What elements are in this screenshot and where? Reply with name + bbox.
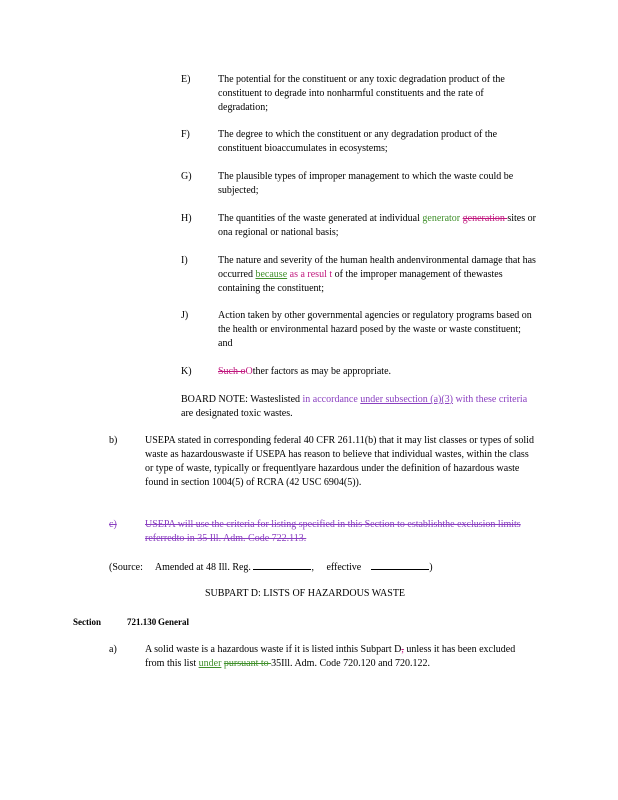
a-mid: unless it has been excluded from this list [145,644,516,669]
source-label: (Source: [109,562,143,573]
item-text-j: Action taken by other governmental agencies or regulatory programs based on the health or environmental hazard posed by the waste or waste constituent; and [218,310,532,349]
a-pre: A solid waste is a hazardous waste if it is listed inthis Subpart D [145,644,402,655]
item-text-f: The degree to which the constituent or any degradation product of the constituent bioaccumulates in ecosystems; [218,129,498,154]
item-text-k [218,365,536,379]
item-i-insertion-2: as a resul t [289,269,333,280]
board-note [181,393,536,421]
item-k-insertion: O [245,366,253,377]
subsection-label-b: b) [109,435,118,446]
section-title: General [158,617,189,627]
item-k-deletion: Such o [218,366,246,377]
a-deletion-2: pursuant to [223,658,272,669]
item-label-h: H) [181,213,192,224]
board-note-pre: BOARD NOTE: Wasteslisted [181,394,303,405]
item-text-h [218,212,536,240]
item-label-e: E) [181,74,191,85]
board-note-insertion-3: with these criteria [455,394,528,405]
item-k-post: ther factors as may be appropriate. [252,366,392,377]
item-text-e: The potential for the constituent or any toxic degradation product of the constituent to degrade into nonharmful constituents and the rate of degradation; [218,74,505,113]
subsection-label-a: a) [109,644,117,655]
register-blank [253,560,311,570]
subpart-heading: SUBPART D: LISTS OF HAZARDOUS WASTE [204,588,406,599]
item-label-f: F) [181,129,190,140]
source-amended: Amended at 48 Ill. Reg. [154,562,251,573]
subsection-text-b: USEPA stated in corresponding federal 40 CFR 261.11(b) that it may list classes or types of solid waste as hazardouswaste if USEPA has reason to believe that individual wastes, within the class or type of waste, typically or frequentlyare hazardous under the definition of hazardous waste found in section 1004(5) of RCRA (42 USC 6904(5)). [145,435,534,488]
a-post: 35Ill. Adm. Code 720.120 and 720.122. [271,658,431,669]
section-number: 721.130 [127,617,157,627]
source-close: ) [429,562,433,573]
subsection-text-c: USEPA will use the criteria for listing specified in this Section to establishthe exclusion limits referredto in 35 Ill. Adm. Code 722.113. [145,519,521,544]
source-comma: , [311,562,314,573]
source-note [109,560,529,575]
item-label-g: G) [181,171,192,182]
board-note-post: are designated toxic wastes. [181,408,293,419]
item-h-insertion: generator [422,213,461,224]
a-deletion-1: , [401,644,404,655]
source-effective: effective [326,562,362,573]
item-i-pre: The nature and severity of the human health andenvironmental damage that has occurred [218,255,536,280]
effective-date-blank [371,560,429,570]
a-insertion: under [198,658,222,669]
item-label-k: K) [181,366,192,377]
item-label-j: J) [181,310,189,321]
item-h-post: sites or ona regional or national basis; [218,213,536,238]
item-label-i: I) [181,255,188,266]
board-note-insertion-1: in accordance [302,394,358,405]
item-i-insertion-1: because [255,269,288,280]
subsection-label-c: c) [109,519,117,530]
item-h-deletion: generation [462,213,508,224]
subsection-text-a [145,643,535,671]
item-text-g: The plausible types of improper management to which the waste could be subjected; [218,171,514,196]
board-note-insertion-2: under subsection (a)(3) [360,394,454,405]
item-i-post: of the improper management of thewastes containing the constituent; [218,269,503,294]
section-word: Section [73,617,101,627]
item-text-i [218,254,536,296]
item-h-pre: The quantities of the waste generated at individual [218,213,423,224]
